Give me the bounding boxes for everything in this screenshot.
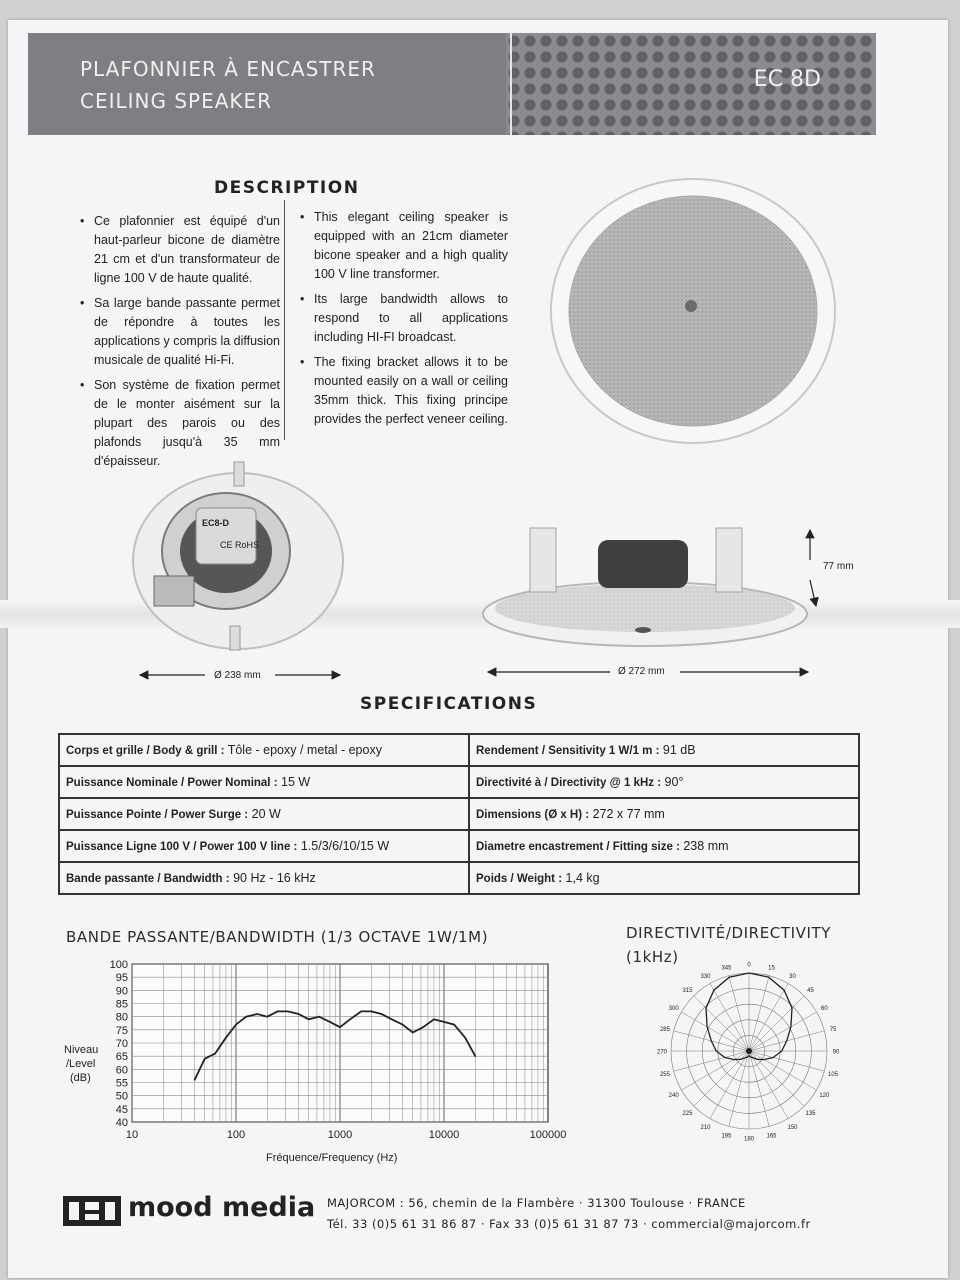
dim-diameter-side: Ø 272 mm xyxy=(618,666,665,677)
bandwidth-ylabel-3: (dB) xyxy=(70,1072,91,1084)
y-tick-label: 85 xyxy=(115,998,128,1011)
data-point xyxy=(402,1024,404,1026)
angle-label: 345 xyxy=(721,965,732,972)
polar-spoke xyxy=(710,983,749,1051)
specifications-heading: SPECIFICATIONS xyxy=(360,694,538,714)
y-tick-label: 100 xyxy=(109,959,128,971)
polar-spoke xyxy=(749,1051,817,1090)
angle-label: 270 xyxy=(656,1049,668,1056)
y-tick-label: 75 xyxy=(115,1024,128,1037)
data-point xyxy=(391,1019,393,1021)
angle-label: 135 xyxy=(805,1111,816,1118)
polar-center xyxy=(746,1048,752,1054)
x-tick-label: 1000 xyxy=(327,1129,353,1141)
y-tick-label: 40 xyxy=(115,1117,128,1129)
table-row xyxy=(59,830,859,862)
x-tick-label: 100 xyxy=(226,1129,246,1141)
table-row xyxy=(59,862,859,894)
y-tick-label: 70 xyxy=(115,1038,128,1050)
angle-label: 300 xyxy=(668,1006,679,1012)
angle-label: 285 xyxy=(659,1026,670,1033)
data-point xyxy=(245,1016,247,1018)
polar-spoke xyxy=(681,1012,749,1051)
polar-spoke xyxy=(729,976,749,1051)
y-tick-label: 55 xyxy=(115,1077,128,1090)
polar-spoke xyxy=(674,1051,749,1071)
footer-contact: Tél. 33 (0)5 61 31 86 87 · Fax 33 (0)5 61 31 87 73 · commercial@majorcom.fr xyxy=(327,1217,811,1231)
model-number: EC 8D xyxy=(753,67,821,92)
dim-height: 77 mm xyxy=(823,561,854,572)
spec-cell: Directivité à / Directivity @ 1 kHz : 90° xyxy=(469,766,859,798)
angle-label: 75 xyxy=(829,1026,837,1033)
data-point xyxy=(412,1032,414,1034)
spec-cell: Bande passante / Bandwidth : 90 Hz - 16 kHz xyxy=(59,862,469,894)
data-point xyxy=(381,1013,383,1015)
y-tick-label: 65 xyxy=(115,1051,128,1064)
bandwidth-xlabel: Fréquence/Frequency (Hz) xyxy=(266,1152,398,1164)
spec-cell: Dimensions (Ø x H) : 272 x 77 mm xyxy=(469,798,859,830)
data-point xyxy=(318,1016,320,1018)
y-tick-label: 80 xyxy=(115,1011,128,1024)
data-point xyxy=(464,1037,466,1039)
data-point xyxy=(475,1055,477,1057)
y-tick-label: 90 xyxy=(115,985,128,998)
polar-spoke xyxy=(749,996,804,1051)
angle-label: 165 xyxy=(766,1133,777,1140)
directivity-chart xyxy=(654,956,844,1146)
polar-spoke xyxy=(681,1051,749,1090)
x-tick-label: 10 xyxy=(125,1129,139,1141)
polar-spoke xyxy=(729,1051,749,1126)
angle-label: 45 xyxy=(807,987,814,994)
data-point xyxy=(443,1021,445,1023)
angle-label: 330 xyxy=(700,974,711,981)
y-tick-label: 50 xyxy=(115,1090,128,1103)
title-en: CEILING SPEAKER xyxy=(80,89,273,113)
data-point xyxy=(453,1024,455,1026)
polar-spoke xyxy=(749,1051,788,1119)
spec-cell: Corps et grille / Body & grill : Tôle - epoxy / metal - epoxy xyxy=(59,734,469,766)
data-point xyxy=(214,1053,216,1055)
footer-address: MAJORCOM : 56, chemin de la Flambère · 31300 Toulouse · FRANCE xyxy=(327,1196,746,1210)
angle-label: 240 xyxy=(668,1093,679,1099)
data-point xyxy=(235,1024,237,1026)
angle-label: 315 xyxy=(682,987,693,994)
angle-label: 180 xyxy=(743,1136,755,1143)
polar-spoke xyxy=(694,996,749,1051)
table-row xyxy=(59,766,859,798)
data-point xyxy=(287,1011,289,1013)
data-point xyxy=(256,1013,258,1015)
title-fr: PLAFONNIER À ENCASTRER xyxy=(80,57,376,81)
angle-label: 60 xyxy=(821,1006,828,1012)
data-point xyxy=(329,1021,331,1023)
x-tick-label: 100000 xyxy=(529,1129,567,1141)
data-point xyxy=(298,1013,300,1015)
angle-label: 15 xyxy=(768,965,775,972)
description-heading: DESCRIPTION xyxy=(214,178,360,198)
data-point xyxy=(204,1058,206,1060)
angle-label: 105 xyxy=(828,1072,839,1079)
polar-spoke xyxy=(749,1051,824,1071)
description-en-item: • The fixing bracket allows it to be mounted easily on a wall or ceiling 35mm thick. This fixing principe provides the perfect veneer ceiling. xyxy=(300,353,508,429)
description-en-item: • Its large bandwidth allows to respond to all applications including HI-FI broadcast. xyxy=(300,290,508,347)
data-point xyxy=(194,1079,196,1081)
spec-cell: Rendement / Sensitivity 1 W/1 m : 91 dB xyxy=(469,734,859,766)
bandwidth-chart xyxy=(96,954,576,1150)
data-point xyxy=(308,1019,310,1021)
angle-label: 0 xyxy=(747,962,751,969)
angle-label: 195 xyxy=(721,1133,732,1140)
directivity-title: DIRECTIVITÉ/DIRECTIVITY xyxy=(626,924,832,942)
brand-name: mood media xyxy=(128,1192,316,1223)
data-point xyxy=(422,1026,424,1028)
angle-label: 255 xyxy=(659,1072,670,1079)
y-tick-label: 45 xyxy=(115,1103,128,1116)
table-row xyxy=(59,734,859,766)
spec-cell: Puissance Nominale / Power Nominal : 15 W xyxy=(59,766,469,798)
back-label-model: EC8-D xyxy=(202,518,230,528)
angle-label: 150 xyxy=(787,1124,798,1131)
bandwidth-ylabel-1: Niveau xyxy=(64,1044,99,1056)
polar-spoke xyxy=(749,1051,769,1126)
bandwidth-ylabel-2: /Level xyxy=(66,1058,96,1070)
angle-label: 90 xyxy=(832,1049,840,1056)
data-point xyxy=(277,1011,279,1013)
description-fr-item: • Son système de fixation permet de le monter aisément sur la plupart des parois ou des plafonds jusqu'à 35 mm d'épaisseur. xyxy=(80,376,280,471)
data-point xyxy=(360,1011,362,1013)
y-tick-label: 60 xyxy=(115,1064,128,1077)
polar-spoke xyxy=(749,983,788,1051)
description-fr-item: • Ce plafonnier est équipé d'un haut-parleur bicone de diamètre 21 cm et d'un transformateur de ligne 100 V de haute qualité. xyxy=(80,212,280,288)
polar-spoke xyxy=(710,1051,749,1119)
data-point xyxy=(371,1011,373,1013)
y-tick-label: 95 xyxy=(115,972,128,985)
spec-cell: Diametre encastrement / Fitting size : 238 mm xyxy=(469,830,859,862)
back-label-rohs: CE RoHS xyxy=(220,540,260,550)
x-tick-label: 10000 xyxy=(428,1129,460,1141)
description-en-item: • This elegant ceiling speaker is equipped with an 21cm diameter bicone speaker and a high quality 100 V line transformer. xyxy=(300,208,508,284)
data-point xyxy=(267,1016,269,1018)
angle-label: 30 xyxy=(789,974,796,981)
data-point xyxy=(349,1019,351,1021)
specifications-table xyxy=(58,733,860,895)
polar-spoke xyxy=(749,976,769,1051)
description-fr-item: • Sa large bande passante permet de répondre à toutes les applications y compris la diffusion musicale de qualité Hi-Fi. xyxy=(80,294,280,370)
spec-cell: Puissance Ligne 100 V / Power 100 V line : 1.5/3/6/10/15 W xyxy=(59,830,469,862)
bandwidth-chart-title: BANDE PASSANTE/BANDWIDTH (1/3 OCTAVE 1W/1M) xyxy=(66,928,489,946)
mood-media-logo-icon xyxy=(63,1196,121,1226)
data-point xyxy=(433,1019,435,1021)
spec-cell: Poids / Weight : 1,4 kg xyxy=(469,862,859,894)
table-row xyxy=(59,798,859,830)
data-point xyxy=(339,1026,341,1028)
angle-label: 210 xyxy=(700,1124,711,1131)
angle-label: 225 xyxy=(682,1111,693,1118)
angle-label: 120 xyxy=(819,1093,830,1099)
data-point xyxy=(225,1037,227,1039)
dim-diameter-back: Ø 238 mm xyxy=(214,670,261,681)
directivity-subtitle: (1kHz) xyxy=(626,948,679,966)
spec-cell: Puissance Pointe / Power Surge : 20 W xyxy=(59,798,469,830)
polar-spoke xyxy=(749,1012,817,1051)
